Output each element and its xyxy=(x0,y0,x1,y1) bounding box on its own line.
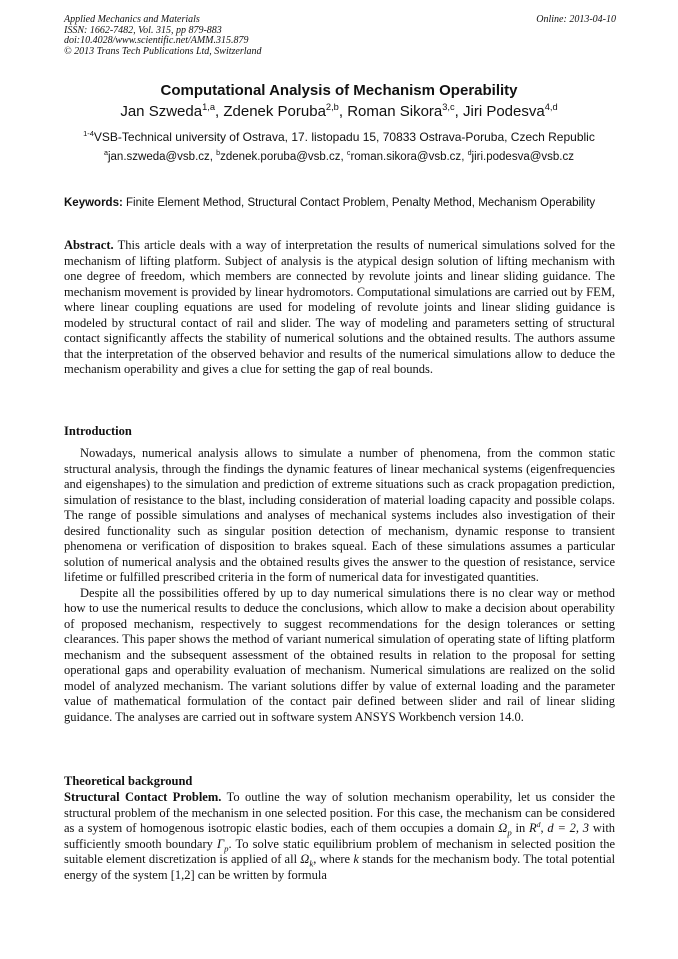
gamma-symbol: Γ xyxy=(217,836,225,851)
author-separator: , xyxy=(454,103,463,120)
author-superscript: 4,d xyxy=(544,102,558,112)
math-omega-k xyxy=(300,852,314,869)
author-name: Jan Szweda xyxy=(120,103,203,120)
email-superscript: a xyxy=(104,149,108,158)
theory-text: To outline the way of solution mechanism operability, let us consider the structural problem of the mechanism in one selected position. For this case, the mechanism can be considered as a system of homogenous isotropic elastic bodies, each of them occupies a domain xyxy=(64,790,616,835)
email-link[interactable]: jiri.podesva@vsb.cz xyxy=(471,151,574,163)
math-k: k xyxy=(353,852,359,866)
email-link[interactable]: jan.szweda@vsb.cz xyxy=(107,151,210,163)
theory-body: Structural Contact Problem. To outline the way of solution mechanism operability, let us consider the structural problem of the mechanism in one selected position. For this case, the mechanism can be considered as a system of homogenous isotropic elastic bodies, each of them occupies a domain $\Omega_p$ in $R^d$, d = 2, 3 with sufficiently smooth boundary $\Gamma_p$. To solve static equilibrium problem of mechanism in selected position the suitable element discretization is applied of all $\Omega_k$, where k stands for the mechanism body. The total potential energy of the system [1,2] can be written by formula xyxy=(64,790,616,882)
abstract xyxy=(64,238,615,378)
author-superscript: 2,b xyxy=(325,102,339,112)
email-superscript: d xyxy=(467,149,472,158)
email-superscript: b xyxy=(216,149,221,158)
abstract-label: Abstract. xyxy=(64,238,114,252)
author-superscript: 1,a xyxy=(202,102,215,112)
doi: doi:10.4028/www.scientific.net/AMM.315.879 xyxy=(64,35,249,46)
author-list xyxy=(0,103,678,120)
math-superscript: d xyxy=(536,819,541,829)
abstract-text: This article deals with a way of interpretation the results of numerical simulations solved for the mechanism of lifting platform. Subject of analysis is the atypical design solution of lifting mechanism with one degree of freedom, which members are connected by revolute joints and linear sliding guidance. The mechanism movement is provided by linear hydromotors. Computational simulations are carried out by FEM, where linear coupling equations are used for modeling of revolute joints and linear sliding guidance is modeled by structural contact of rail and slider. The way of modeling and parameters setting of structural contact significantly affects the stability of numerical solutions and the obtained results. The authors assume that the interpretation of the observed behavior and results of the numerical simulations allow to deduce the mechanism operability and gives a clue for setting the gap of real bounds. xyxy=(64,238,615,376)
author-name: Zdenek Poruba xyxy=(223,103,326,120)
paragraph: Despite all the possibilities offered by up to day numerical simulations there is no clear way or method how to use the numerical results to deduce the conclusions, which allow to make a decision about operability of proposed mechanism, respectively to suggest recommendations for the design tolerances or setting clearances. This paper shows the method of variant numerical simulation of operating state of lifting platform mechanism and the subsequent assessment of the obtained results in relation to the proposal for setting operational gaps and operability evaluation of mechanism. Numerical simulations are realized on the solid model of analyzed mechanism. The variant solutions differ by value of external loading and the parameter value of mathematical formulation of the contact pair defined between slider and rail of linear sliding guidance. The analyses are carried out in software system ANSYS Workbench version 14.0. xyxy=(64,585,615,724)
affiliation xyxy=(0,130,678,144)
math-gamma xyxy=(217,837,229,851)
author-name: Roman Sikora xyxy=(347,103,443,120)
journal-name: Applied Mechanics and Materials xyxy=(64,14,200,25)
email-superscript: c xyxy=(346,149,351,158)
math-subscript: p xyxy=(507,827,512,838)
keywords-label: Keywords: xyxy=(64,197,123,209)
theory-text: where xyxy=(319,852,351,866)
subsection-runin-heading: Structural Contact Problem. xyxy=(64,790,222,804)
author-separator: , xyxy=(338,103,348,120)
affiliation-text: VSB-Technical university of Ostrava, 17. listopadu 15, 70833 Ostrava-Poruba, Czech Republic xyxy=(93,130,595,144)
affiliation-superscript: 1-4 xyxy=(83,129,94,138)
theory-text: in xyxy=(515,821,526,835)
math-space-r xyxy=(529,821,541,835)
theory-text: stands for the mechanism body. The total potential energy of the system [1,2] can be written by formula xyxy=(64,852,616,882)
keywords-text: Finite Element Method, Structural Contact Problem, Penalty Method, Mechanism Operability xyxy=(126,197,596,209)
email-list: $^a$jan.szweda@vsb.cz, $^b$zdenek.poruba@vsb.cz, $^c$roman.sikora@vsb.cz, $^d$jiri.podesva@vsb.cz xyxy=(104,149,574,163)
math-omega xyxy=(498,821,512,838)
journal-header xyxy=(64,15,616,57)
issn: ISSN: 1662-7482, Vol. 315, pp 879-883 xyxy=(64,24,222,36)
theory-text: To solve static equilibrium problem of mechanism in selected position the suitable element discretization is applied of all xyxy=(64,836,615,866)
paper-title: Computational Analysis of Mechanism Operability xyxy=(160,82,518,99)
section-heading-theoretical-background: Theoretical background xyxy=(64,774,193,788)
keywords xyxy=(64,196,615,210)
author-name: Jiri Podesva xyxy=(463,103,545,120)
email-link[interactable]: roman.sikora@vsb.cz xyxy=(350,151,462,163)
online-date: Online: 2013-04-10 xyxy=(536,14,616,25)
section-heading-introduction: Introduction xyxy=(64,424,132,438)
paragraph: Nowadays, numerical analysis allows to simulate a number of phenomena, from the common static structural analysis, through the findings the dynamic features of linear mechanical systems (eigenfrequencies and eigenshapes) to the simulation and prediction of extreme situations such as crack propagation prediction, simulation of resistance to the blast, including consideration of material loading capacity and possible colaps. The range of possible simulations and analyses of mechanical systems includes also investigation of their desired functionality such as singular position detection of mechanism, dynamic response to transient phenomena or verification of disposition to brakes squeal. Each of these simulations assumes a particular solution of numerical analysis and the obtained results gives the answer to the question of resistance, service lifetime or fulfilled prescribed criteria in the form of numerical data for investigated quantities. xyxy=(64,446,615,584)
r-symbol: R xyxy=(529,821,537,835)
omega-symbol: Ω xyxy=(300,852,310,866)
omega-symbol: Ω xyxy=(498,821,508,835)
author-superscript: 3,c xyxy=(442,102,455,112)
math-dimension: d = 2, 3 xyxy=(547,821,590,835)
copyright: © 2013 Trans Tech Publications Ltd, Switzerland xyxy=(64,45,262,57)
math-subscript: k xyxy=(309,858,314,869)
author-separator: , xyxy=(215,103,224,120)
introduction-body xyxy=(64,446,615,725)
math-subscript: p xyxy=(224,843,229,853)
theory-text: with sufficiently smooth boundary xyxy=(64,821,616,851)
email-link[interactable]: zdenek.poruba@vsb.cz xyxy=(220,151,341,163)
